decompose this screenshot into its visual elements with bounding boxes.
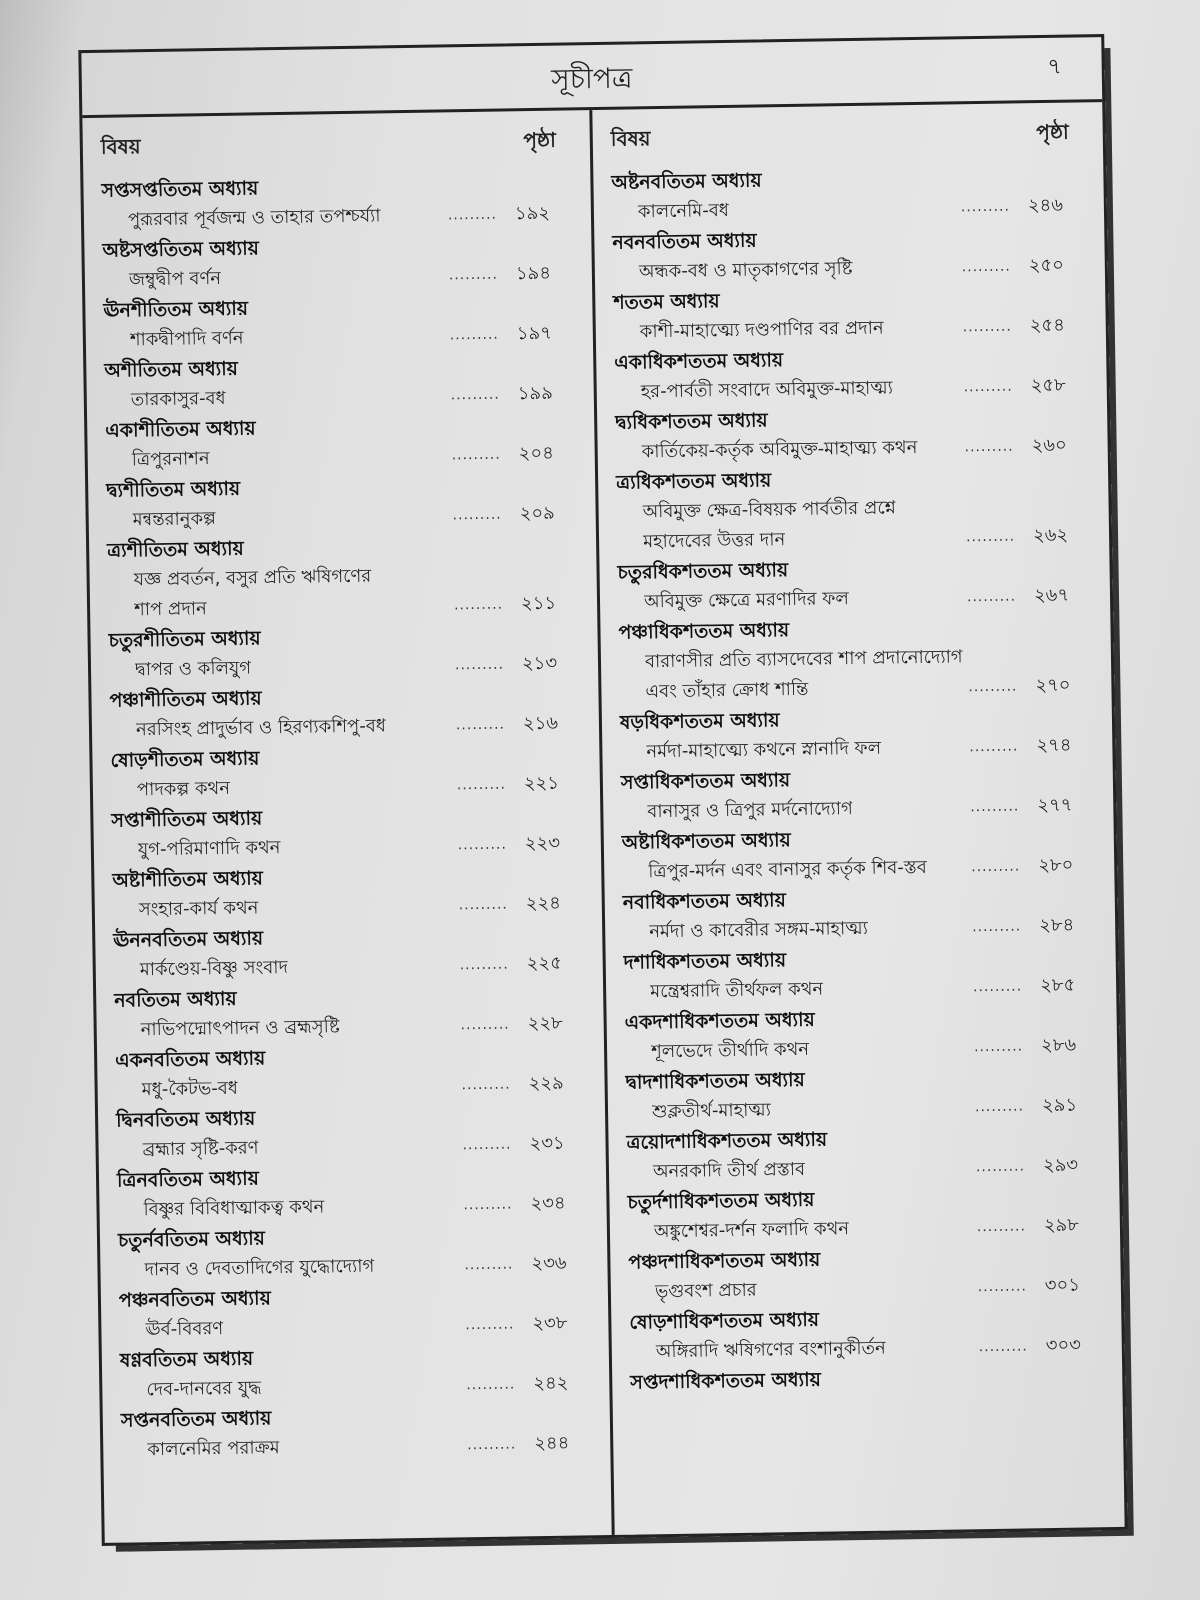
toc-entry: [611, 160, 1090, 228]
toc-entry: [623, 880, 1102, 948]
topic-text: হর-পার্বতী সংবাদে অবিমুক্ত-মাহাত্ম্য: [640, 377, 894, 403]
topic-text: মন্বন্তরানুকল্প: [132, 508, 217, 531]
leader-dots: .........: [461, 1076, 511, 1094]
toc-entry: [108, 618, 584, 685]
page-ref: ২৮০: [1038, 854, 1074, 877]
topic-text: নর্মদা-মাহাত্ম্যে কথনে স্নানাদি ফল: [646, 737, 882, 763]
chapter-heading: ষণ্ণবতিতম অধ্যায়: [119, 1347, 254, 1372]
page-ref: ২৯৩: [1042, 1154, 1079, 1177]
page-ref: ২৭৭: [1037, 794, 1073, 817]
leader-dots: .........: [464, 1256, 514, 1274]
right-entry-list: [611, 160, 1108, 1397]
chapter-heading: অষ্টাশীতিতম অধ্যায়: [112, 867, 263, 892]
topic-text: পুরূরবার পূর্বজন্ম ও তাহার তপশ্চর্য্যা: [127, 205, 381, 231]
toc-entry: [107, 528, 583, 625]
page-header: পৃষ্ঠা: [1036, 119, 1069, 144]
leader-dots: .........: [972, 918, 1022, 936]
toc-entry: [112, 858, 588, 925]
topic-text: যুগ-পরিমাণাদি কথন: [137, 837, 281, 861]
chapter-heading: পঞ্চাধিকশততম অধ্যায়: [618, 619, 790, 644]
leader-dots: .........: [458, 896, 508, 914]
chapter-heading: ত্রিনবতিতম অধ্যায়: [116, 1167, 259, 1192]
toc-entry: [104, 348, 580, 415]
toc-entry: [614, 340, 1093, 408]
leader-dots: .........: [457, 836, 507, 854]
leader-dots: .........: [966, 588, 1017, 606]
page-ref: ২৯১: [1041, 1094, 1078, 1117]
chapter-heading: নবতিতম অধ্যায়: [114, 987, 237, 1012]
toc-entry: [621, 760, 1100, 828]
chapter-heading: নবনবতিতম অধ্যায়: [612, 229, 757, 254]
toc-entry: [626, 1120, 1105, 1188]
page-ref: ২৭৪: [1036, 734, 1072, 757]
chapter-heading: ঊননবতিতম অধ্যায়: [113, 927, 264, 952]
topic-text: বিষ্ণুর বিবিধাত্মাকত্ব কথন: [143, 1196, 325, 1221]
topic-text: বানাসুর ও ত্রিপুর মর্দনোদ্যোগ: [647, 798, 853, 823]
leader-dots: .........: [459, 956, 509, 974]
leader-dots: .........: [448, 266, 499, 284]
chapter-heading: একাধিকশততম অধ্যায়: [614, 349, 784, 374]
topic-text: নর্মদা ও কাবেরীর সঙ্গম-মাহাত্ম্য: [649, 917, 868, 943]
toc-entry: [620, 700, 1099, 768]
topic-text: অবিমুক্ত ক্ষেত্রে মরণাদির ফল: [643, 588, 850, 613]
topic-text: কালনেমি-বধ: [637, 199, 730, 223]
toc-entry: [617, 550, 1096, 618]
page-ref: ২৮৫: [1039, 974, 1076, 997]
leader-dots: .........: [450, 386, 500, 404]
toc-entry: [109, 678, 585, 745]
chapter-heading: পঞ্চনবতিতম অধ্যায়: [118, 1287, 271, 1312]
subject-header: বিষয়: [100, 133, 141, 159]
toc-entry: [615, 400, 1094, 468]
topic-text: ত্রিপুরনাশন: [131, 448, 210, 471]
topic-text: ভৃগুবংশ প্রচার: [654, 1279, 757, 1303]
topic-text: মধু-কৈটভ-বধ: [141, 1077, 239, 1101]
subject-header: বিষয়: [610, 125, 651, 151]
leader-dots: .........: [453, 596, 504, 614]
page-ref: ২৪৪: [534, 1432, 570, 1455]
toc-entry: [121, 1398, 597, 1465]
leader-dots: .........: [962, 318, 1012, 336]
toc-entry: [625, 1060, 1104, 1128]
page-ref: ২১৬: [522, 712, 559, 735]
toc-entry: [613, 280, 1092, 348]
chapter-heading: পঞ্চদশাধিকশততম অধ্যায়: [628, 1248, 821, 1274]
left-column: [82, 110, 614, 1543]
leader-dots: .........: [977, 1278, 1027, 1296]
chapter-heading: ষোড়শাধিকশততম অধ্যায়: [629, 1308, 820, 1334]
topic-text: পাদকল্প কথন: [136, 777, 231, 801]
chapter-heading: অষ্টসপ্ততিতম অধ্যায়: [102, 237, 260, 262]
leader-dots: .........: [449, 326, 499, 344]
chapter-heading: ষোড়শীততম অধ্যায়: [110, 747, 260, 772]
chapter-heading: অষ্টনবতিতম অধ্যায়: [611, 169, 762, 194]
topic-text: নাভিপদ্মোৎপাদন ও ব্রহ্মসৃষ্টি: [140, 1016, 340, 1041]
chapter-heading: ত্রয়োদশাধিকশততম অধ্যায়: [626, 1128, 828, 1154]
chapter-heading: পঞ্চাশীতিতম অধ্যায়: [109, 687, 262, 712]
topic-text: ঊর্ব-বিবরণ: [145, 1318, 224, 1341]
chapter-heading: দশাধিকশততম অধ্যায়: [623, 949, 787, 974]
topic-text: দ্বাপর ও কলিযুগ: [134, 657, 252, 681]
leader-dots: .........: [972, 978, 1023, 996]
chapter-heading: দ্ব্যশীতিতম অধ্যায়: [106, 477, 241, 502]
page-ref: ১৯৯: [517, 382, 553, 405]
toc-entry: [114, 978, 590, 1045]
leader-dots: .........: [973, 1038, 1024, 1056]
right-column-header: [611, 116, 1089, 158]
page-ref: ২৩৬: [531, 1252, 567, 1275]
topic-text: শাপ প্রদান: [133, 598, 207, 621]
topic-text: দানব ও দেবতাদিগের যুদ্ধোদ্যোগ: [144, 1255, 375, 1281]
topic-text: দেব-দানবের যুদ্ধ: [146, 1377, 262, 1401]
topic-text: মহাদেবের উত্তর দান: [642, 529, 786, 553]
leader-dots: .........: [970, 798, 1020, 816]
page-ref: ২৭০: [1035, 674, 1071, 697]
page-ref: ২৬২: [1032, 524, 1069, 547]
page-ref: ১৯৭: [516, 322, 553, 345]
chapter-heading: সপ্তদশাধিকশততম অধ্যায়: [630, 1368, 821, 1394]
chapter-heading: চতুরশীতিতম অধ্যায়: [108, 627, 261, 652]
topic-text: অনরকাদি তীর্থ প্রস্তাব: [652, 1158, 806, 1183]
page-ref: ২০৪: [518, 442, 554, 465]
toc-entry: [105, 408, 581, 475]
topic-text: যজ্ঞ প্রবর্তন, বসুর প্রতি ঋষিগণের: [133, 565, 372, 591]
chapter-heading: ঊনশীতিতম অধ্যায়: [103, 297, 249, 322]
topic-text: শূলভেদে তীর্থাদি কথন: [650, 1038, 810, 1063]
leader-dots: .........: [961, 258, 1011, 276]
page-ref: ২৩৮: [532, 1312, 568, 1335]
topic-text: শুক্লতীর্থ-মাহাত্ম্য: [651, 1099, 772, 1123]
leader-dots: .........: [465, 1316, 515, 1334]
chapter-heading: একনবতিতম অধ্যায়: [115, 1047, 266, 1072]
topic-text: এবং তাঁহার ক্রোধ শান্তি: [645, 678, 809, 703]
page-ref: ২২৯: [528, 1072, 564, 1095]
topic-text: কালনেমির পরাক্রম: [147, 1437, 280, 1461]
leader-dots: .........: [963, 378, 1013, 396]
topic-text: অঙ্গিরাদি ঋষিগণের বংশানুকীর্তন: [655, 1337, 886, 1363]
page-header: পৃষ্ঠা: [523, 127, 556, 152]
page-ref: ২৪৬: [1027, 194, 1064, 217]
chapter-heading: একদশাধিকশততম অধ্যায়: [624, 1008, 815, 1034]
leader-dots: .........: [965, 528, 1016, 546]
toc-entry: [616, 460, 1095, 557]
leader-dots: .........: [455, 716, 506, 734]
toc-entry: [120, 1338, 596, 1405]
topic-text: অঙ্কুশেশ্বর-দর্শন ফলাদি কথন: [653, 1218, 850, 1243]
page-ref: ১৯২: [514, 202, 551, 225]
toc-entry: [119, 1278, 595, 1345]
page-ref: ২৫০: [1028, 254, 1065, 277]
page-ref: ৩০৩: [1045, 1334, 1082, 1357]
chapter-heading: অষ্টাধিকশততম অধ্যায়: [621, 829, 791, 854]
leader-dots: .........: [974, 1098, 1025, 1116]
chapter-heading: একাশীতিতম অধ্যায়: [105, 417, 256, 442]
leader-dots: .........: [975, 1158, 1026, 1176]
leader-dots: .........: [971, 858, 1021, 876]
leader-dots: .........: [964, 438, 1014, 456]
page-ref: ২১৩: [521, 652, 558, 675]
leader-dots: .........: [456, 776, 507, 794]
page-ref: ২২৫: [526, 952, 562, 975]
page-ref: ২২৮: [527, 1012, 563, 1035]
page-ref: ২৬০: [1031, 434, 1067, 457]
toc-entry: [622, 820, 1101, 888]
chapter-heading: সপ্তাধিকশততম অধ্যায়: [620, 769, 791, 794]
topic-text: কাশী-মাহাত্ম্যে দণ্ডপাণির বর প্রদান: [639, 317, 884, 343]
toc-entry: [106, 468, 582, 535]
chapter-heading: দ্বিনবতিতম অধ্যায়: [115, 1107, 256, 1132]
topic-text: সংহার-কার্য কথন: [138, 897, 259, 921]
topic-text: তারকাসুর-বধ: [130, 387, 226, 411]
toc-entry: [612, 220, 1091, 288]
topic-row: [121, 1428, 596, 1465]
leader-dots: .........: [462, 1136, 512, 1154]
topic-text: কার্তিকেয়-কর্তৃক অবিমুক্ত-মাহাত্ম্য কথন: [641, 437, 918, 463]
topic-text: মার্কণ্ডেয়-বিষ্ণু সংবাদ: [139, 956, 289, 981]
leader-dots: .........: [451, 446, 501, 464]
leader-dots: .........: [454, 656, 505, 674]
topic-text: অবিমুক্ত ক্ষেত্র-বিষয়ক পার্বতীর প্রশ্নে: [642, 497, 897, 523]
page-ref: ২২৩: [524, 832, 561, 855]
toc-entry: [629, 1300, 1108, 1368]
page-ref: ২৬৭: [1033, 584, 1070, 607]
leader-dots: .........: [460, 1016, 510, 1034]
toc-entry: [102, 228, 578, 295]
toc-columns: [82, 102, 1124, 1543]
page-ref: ৩০১: [1044, 1274, 1081, 1297]
leader-dots: .........: [466, 1376, 516, 1394]
page-ref: ২২১: [523, 772, 560, 795]
topic-text: শাকদ্বীপাদি বর্ণন: [129, 327, 244, 351]
chapter-heading: শততম অধ্যায়: [613, 290, 720, 314]
leader-dots: .........: [960, 198, 1011, 216]
page-ref: ২০৯: [519, 502, 555, 525]
toc-entry: [113, 918, 589, 985]
leader-dots: .........: [467, 1436, 517, 1454]
toc-entry: [110, 738, 586, 805]
left-entry-list: [101, 168, 596, 1465]
right-column: [592, 102, 1124, 1535]
toc-entry: [111, 798, 587, 865]
toc-entry: [627, 1180, 1106, 1248]
toc-entry: [623, 940, 1102, 1008]
leader-dots: .........: [463, 1196, 513, 1214]
chapter-heading: সপ্তাশীতিতম অধ্যায়: [111, 807, 263, 832]
chapter-heading: নবাধিকশততম অধ্যায়: [622, 889, 786, 914]
leader-dots: .........: [447, 206, 498, 224]
page-ref: ২৩১: [529, 1132, 565, 1155]
toc-frame: [78, 34, 1127, 1546]
left-column-header: [101, 124, 576, 165]
leader-dots: .........: [978, 1338, 1028, 1356]
topic-text: বারাণসীর প্রতি ব্যাসদেবের শাপ প্রদানোদ্যোগ: [644, 646, 963, 673]
chapter-heading: সপ্তনবতিতম অধ্যায়: [120, 1407, 272, 1432]
chapter-heading: চতুর্দশাধিকশততম অধ্যায়: [627, 1188, 815, 1214]
page-ref: ২৫৮: [1030, 374, 1066, 397]
page-number: ৭: [1047, 54, 1062, 80]
toc-entry: [118, 1218, 594, 1285]
leader-dots: .........: [969, 738, 1019, 756]
chapter-heading: ষড়ধিকশততম অধ্যায়: [619, 709, 780, 734]
page-ref: ২৩৪: [530, 1192, 566, 1215]
chapter-heading: চতুর্নবতিতম অধ্যায়: [117, 1227, 266, 1252]
page-ref: ১৯৪: [515, 262, 552, 285]
topic-text: জম্বুদ্বীপ বর্ণন: [128, 267, 222, 291]
toc-entry: [101, 168, 577, 235]
toc-entry: [103, 288, 579, 355]
chapter-heading: দ্ব্যধিকশততম অধ্যায়: [615, 409, 768, 434]
topic-text: অন্ধক-বধ ও মাতৃকাগণের সৃষ্টি: [638, 258, 853, 283]
chapter-heading: সপ্তসপ্ততিতম অধ্যায়: [101, 177, 259, 202]
toc-entry: [117, 1158, 593, 1225]
toc-entry: [115, 1038, 591, 1105]
toc-entry: [116, 1098, 592, 1165]
topic-text: নরসিংহ প্রাদুর্ভাব ও হিরণ্যকশিপু-বধ: [135, 715, 387, 741]
page-ref: ২৪২: [533, 1372, 569, 1395]
leader-dots: .........: [452, 506, 502, 524]
toc-entry: [630, 1360, 1108, 1398]
chapter-heading: দ্বাদশাধিকশততম অধ্যায়: [625, 1068, 805, 1094]
toc-entry: [624, 1000, 1103, 1068]
chapter-heading: ত্র্যধিকশততম অধ্যায়: [616, 469, 772, 494]
topic-text: ত্রিপুর-মর্দন এবং বানাসুর কর্তৃক শিব-স্তব: [648, 856, 927, 883]
page-ref: ২৮৬: [1040, 1034, 1077, 1057]
chapter-heading: অশীতিতম অধ্যায়: [104, 357, 239, 382]
page-ref: ২৫৪: [1029, 314, 1065, 337]
toc-entry: [628, 1240, 1107, 1308]
page-ref: ২৮৪: [1039, 914, 1075, 937]
toc-entry: [618, 610, 1097, 707]
page-title: সূচীপত্র: [550, 61, 633, 96]
page-ref: ২১১: [520, 592, 557, 615]
page-ref: ২৯৮: [1043, 1214, 1080, 1237]
page-ref: ২২৪: [525, 892, 562, 915]
topic-text: ব্রহ্মার সৃষ্টি-করণ: [142, 1137, 259, 1161]
topic-text: মন্ত্রেশ্বরাদি তীর্থফল কথন: [650, 978, 824, 1003]
leader-dots: .........: [976, 1218, 1027, 1236]
chapter-heading: ত্র্যশীতিতম অধ্যায়: [107, 537, 244, 562]
leader-dots: .........: [968, 678, 1018, 696]
chapter-heading: চতুরধিকশততম অধ্যায়: [617, 559, 789, 584]
